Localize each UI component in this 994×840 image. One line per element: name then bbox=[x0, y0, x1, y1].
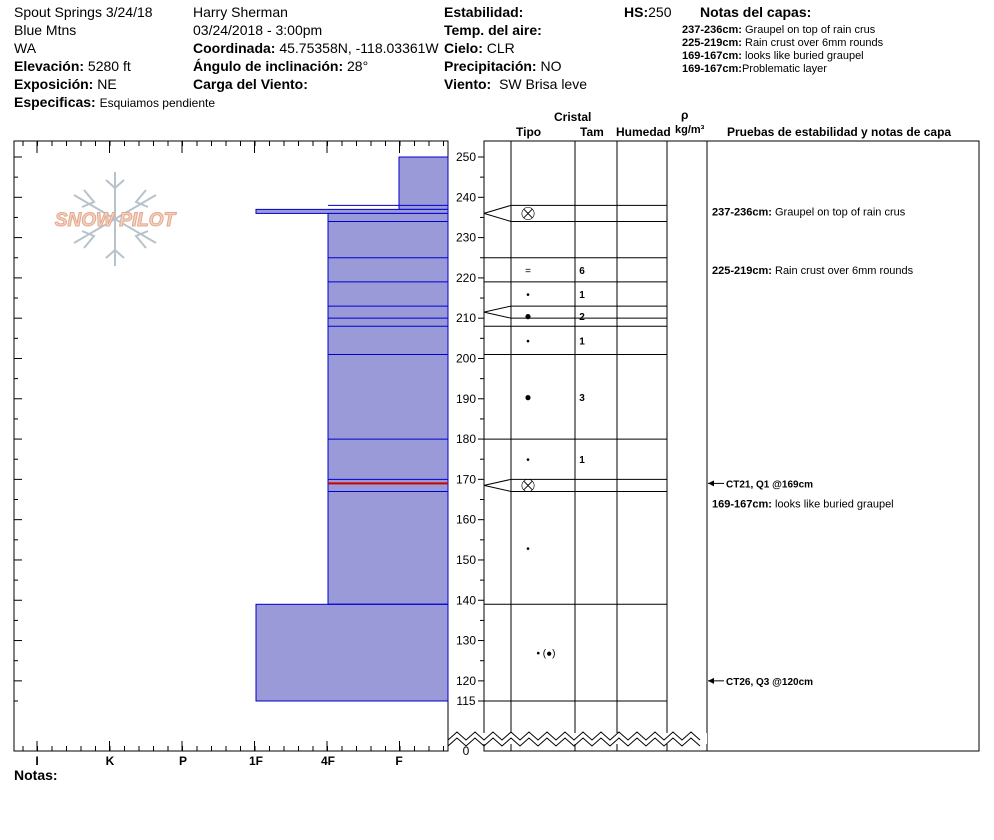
specifics-value: Esquiamos pendiente bbox=[99, 96, 216, 110]
depth-connector-line bbox=[484, 213, 511, 221]
layer-note-range: 237-236cm: bbox=[682, 24, 742, 36]
elevation-label: Elevación: bbox=[14, 58, 85, 74]
coordinate-value: 45.75358N, -118.03361W bbox=[279, 40, 439, 56]
hardness-label: 1F bbox=[248, 754, 264, 768]
layer-comment-text: Rain crust over 6mm rounds bbox=[775, 264, 914, 277]
grain-type-symbol: ⛒ bbox=[521, 477, 535, 493]
depth-label: 170 bbox=[455, 472, 477, 487]
layer-comment-range: 169-167cm: bbox=[712, 498, 775, 511]
depth-label: 150 bbox=[455, 552, 477, 567]
state: WA bbox=[14, 40, 37, 56]
hardness-layer-bar bbox=[399, 157, 448, 209]
depth-connector-line bbox=[484, 312, 511, 318]
coordinate-label: Coordinada: bbox=[193, 40, 276, 56]
grain-size-value: 1 bbox=[579, 336, 585, 348]
layer-note-range: 169-167cm: bbox=[682, 50, 742, 62]
aspect-value: NE bbox=[97, 76, 117, 92]
hardness-label: 4F bbox=[320, 754, 336, 768]
elevation-value: 5280 ft bbox=[87, 58, 131, 74]
grain-type-symbol: • bbox=[526, 290, 530, 302]
sky-label: Cielo: bbox=[444, 40, 483, 56]
depth-label: 180 bbox=[455, 432, 477, 447]
stability-test-label: CT26, Q3 @120cm bbox=[726, 676, 814, 688]
depth-connector-line bbox=[484, 479, 511, 485]
layer-note-range: 169-167cm: bbox=[682, 63, 742, 75]
tam-header: Tam bbox=[580, 125, 604, 139]
hardness-layer-bar bbox=[328, 213, 448, 604]
layer-note-text: Rain crust over 6mm rounds bbox=[745, 37, 884, 49]
depth-connector-line bbox=[484, 306, 511, 312]
depth-label: 160 bbox=[455, 512, 477, 527]
grain-type-symbol: = bbox=[525, 265, 531, 277]
layer-comment bbox=[712, 499, 894, 511]
depth-label: 200 bbox=[455, 351, 477, 366]
depth-connector-line bbox=[484, 205, 511, 213]
wind-load-label: Carga del Viento: bbox=[193, 76, 308, 92]
slope-value: 28° bbox=[347, 58, 369, 74]
grain-type-symbol: • (●) bbox=[536, 648, 556, 660]
depth-label: 230 bbox=[455, 230, 477, 245]
grain-type-symbol: ● bbox=[524, 389, 532, 404]
hardness-label: K bbox=[105, 754, 115, 768]
precip-label: Precipitación: bbox=[444, 58, 537, 74]
depth-connector-line bbox=[484, 485, 511, 491]
tipo-header: Tipo bbox=[516, 125, 542, 139]
precip-value: NO bbox=[540, 58, 562, 74]
logo-text: SNOW PILOT bbox=[54, 210, 176, 231]
slope-label: Ángulo de inclinación: bbox=[193, 58, 344, 74]
grain-type-symbol: • bbox=[526, 336, 530, 348]
grain-size-value: 3 bbox=[579, 392, 585, 404]
layer-note-range: 225-219cm: bbox=[682, 37, 742, 49]
hardness-label: I bbox=[35, 754, 39, 768]
wind-label: Viento: bbox=[444, 76, 492, 92]
depth-label: 210 bbox=[455, 311, 477, 326]
tests-header: Pruebas de estabilidad y notas de capa bbox=[727, 125, 952, 139]
layer-comment bbox=[712, 206, 906, 218]
grain-size-value: 1 bbox=[579, 455, 585, 467]
depth-label: 190 bbox=[455, 391, 477, 406]
hardness-label: F bbox=[395, 754, 403, 768]
layer-comment bbox=[712, 265, 914, 277]
specifics-label: Especificas: bbox=[14, 94, 96, 110]
depth-label: 240 bbox=[455, 190, 477, 205]
hardness-label: P bbox=[178, 754, 188, 768]
depth-label: 130 bbox=[455, 633, 477, 648]
grain-size-value: 6 bbox=[579, 265, 585, 277]
grain-type-symbol: • bbox=[526, 543, 530, 555]
layer-notes-title: Notas del capas: bbox=[700, 4, 812, 20]
layer-comment-range: 237-236cm: bbox=[712, 206, 775, 219]
date-time: 03/24/2018 - 3:00pm bbox=[193, 22, 323, 38]
air-temp-label: Temp. del aire: bbox=[444, 22, 542, 38]
density-unit-header: kg/m³ bbox=[675, 124, 705, 136]
grain-size-value: 2 bbox=[579, 312, 585, 324]
site-name: Spout Springs 3/24/18 bbox=[14, 4, 153, 20]
test-arrow-head bbox=[708, 678, 714, 684]
hardness-layer-bar bbox=[256, 209, 448, 213]
notes-label: Notas: bbox=[14, 767, 58, 783]
mountain-range: Blue Mtns bbox=[14, 22, 77, 38]
layer-comment-text: Graupel on top of rain crus bbox=[775, 206, 906, 219]
hs-value: 250 bbox=[648, 4, 672, 20]
cristal-header: Cristal bbox=[554, 110, 592, 124]
depth-label: 115 bbox=[456, 694, 476, 708]
stability-test-label: CT21, Q1 @169cm bbox=[726, 479, 814, 491]
layer-note-text: Graupel on top of rain crus bbox=[745, 24, 876, 36]
grain-type-symbol: • bbox=[526, 455, 530, 467]
depth-label: 120 bbox=[455, 673, 477, 688]
depth-label: 250 bbox=[455, 150, 477, 164]
wind-value: SW Brisa leve bbox=[499, 76, 588, 92]
grain-size-value: 1 bbox=[579, 290, 585, 302]
depth-label: 220 bbox=[455, 270, 477, 285]
hs-label: HS: bbox=[624, 4, 649, 20]
layer-comment-text: looks like buried graupel bbox=[775, 498, 894, 511]
layer-note-text: Problematic layer bbox=[741, 63, 827, 75]
layer-table-frame bbox=[484, 141, 979, 751]
layer-comment-range: 225-219cm: bbox=[712, 264, 775, 277]
layer-note-text: looks like buried graupel bbox=[745, 50, 864, 62]
test-arrow-head bbox=[708, 480, 714, 486]
rho-header: ρ bbox=[681, 108, 689, 122]
sky-value: CLR bbox=[486, 40, 515, 56]
depth-label: 0 bbox=[462, 744, 470, 758]
grain-type-symbol: ● bbox=[524, 309, 532, 324]
observer: Harry Sherman bbox=[193, 4, 288, 20]
depth-label: 140 bbox=[455, 593, 477, 608]
snowpilot-logo bbox=[55, 172, 177, 266]
grain-type-symbol: ⛒ bbox=[521, 205, 535, 221]
humedad-header: Humedad bbox=[616, 125, 671, 139]
hardness-layer-bar bbox=[256, 604, 448, 701]
stability-label: Estabilidad: bbox=[444, 4, 524, 20]
aspect-label: Exposición: bbox=[14, 76, 94, 92]
